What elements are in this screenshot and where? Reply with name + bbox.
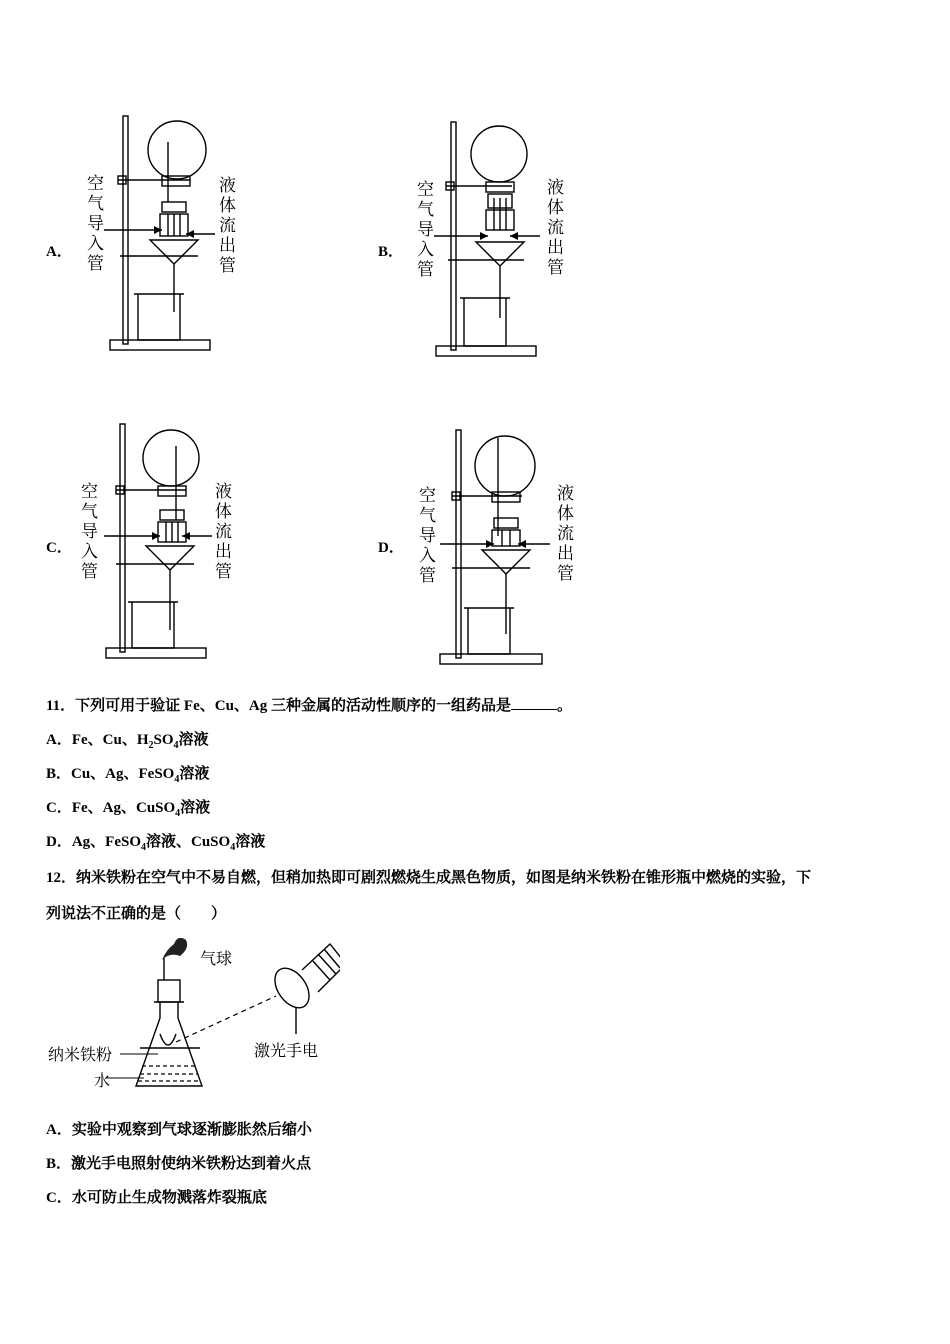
- figure-C-letter: C．: [46, 540, 72, 556]
- q12-option-a: A．实验中观察到气球逐渐膨胀然后缩小: [46, 1122, 312, 1138]
- q12-option-b: B．激光手电照射使纳米铁粉达到着火点: [46, 1156, 312, 1172]
- q11-option-d-mid: 溶液、CuSO: [146, 834, 231, 850]
- figure-C-liquid-outlet-label: 液体流出管: [211, 482, 231, 582]
- q12-figure: [40, 938, 340, 1098]
- q12-balloon-label: 气球: [200, 949, 233, 968]
- q11-stem-end: 。: [557, 698, 573, 714]
- q12-flashlight-label: 激光手电: [254, 1041, 319, 1060]
- q11-option-a-text: A．Fe、Cu、H: [46, 732, 149, 748]
- q11-option-d-sub: 4: [141, 842, 146, 853]
- q11-option-c-text: C．Fe、Ag、CuSO: [46, 800, 176, 816]
- figure-D-liquid-outlet-label: 液体流出管: [553, 484, 573, 584]
- figure-A-liquid-outlet-label: 液体流出管: [215, 176, 235, 276]
- q11-option-b-post: 溶液: [179, 766, 210, 782]
- q12-stem-line1: 12．纳米铁粉在空气中不易自燃，但稍加热即可剧烈燃烧生成黑色物质，如图是纳米铁粉在锥形瓶中燃烧的实验，下: [46, 870, 812, 886]
- q12-water-label: 水: [94, 1071, 111, 1090]
- q12-stem-line2: 列说法不正确的是（ ）: [46, 906, 227, 922]
- q11-option-d-sub2: 4: [230, 842, 236, 853]
- figure-C-apparatus: [40, 420, 240, 665]
- q11-answer-blank: [511, 697, 557, 710]
- q12-powder-label: 纳米铁粉: [48, 1045, 113, 1064]
- figure-D-air-inlet-label: 空气导入管: [415, 486, 435, 586]
- q11-option-c-post: 溶液: [180, 800, 211, 816]
- q11-option-d: [46, 830, 265, 853]
- q11-option-d-text: D．Ag、FeSO: [46, 834, 141, 850]
- q11-stem: [46, 694, 572, 715]
- q11-option-a: [46, 728, 209, 751]
- q11-stem-text: 11．下列可用于验证 Fe、Cu、Ag 三种金属的活动性顺序的一组药品是: [46, 698, 512, 714]
- figure-B-letter: B．: [378, 244, 404, 260]
- figure-B: [372, 118, 572, 363]
- q11-option-a-sub2: 4: [173, 740, 179, 751]
- figure-C-air-inlet-label: 空气导入管: [77, 482, 97, 582]
- q12-option-c: C．水可防止生成物溅落炸裂瓶底: [46, 1190, 267, 1206]
- figure-B-apparatus: [372, 118, 572, 363]
- q11-option-a-sub: 2: [148, 740, 154, 751]
- q11-option-b-text: B．Cu、Ag、FeSO: [46, 766, 175, 782]
- q11-option-d-post: 溶液: [235, 834, 266, 850]
- q11-option-a-mid: SO: [153, 732, 174, 748]
- figure-B-liquid-outlet-label: 液体流出管: [543, 178, 563, 278]
- figure-D-apparatus: [372, 426, 572, 671]
- figure-A-apparatus: [40, 112, 240, 357]
- figure-A: [40, 112, 240, 357]
- q11-option-c-sub: 4: [175, 808, 181, 819]
- q11-option-b-sub: 4: [174, 774, 180, 785]
- q11-option-a-post: 溶液: [178, 732, 209, 748]
- figure-B-air-inlet-label: 空气导入管: [413, 180, 433, 280]
- figure-D-letter: D．: [378, 540, 404, 556]
- figure-A-letter: A．: [46, 244, 72, 260]
- figure-D: [372, 426, 572, 671]
- figure-C: [40, 420, 240, 665]
- q11-option-b: [46, 762, 209, 785]
- q11-option-c: [46, 796, 210, 819]
- figure-A-air-inlet-label: 空气导入管: [83, 174, 103, 274]
- q12-apparatus: [40, 938, 340, 1098]
